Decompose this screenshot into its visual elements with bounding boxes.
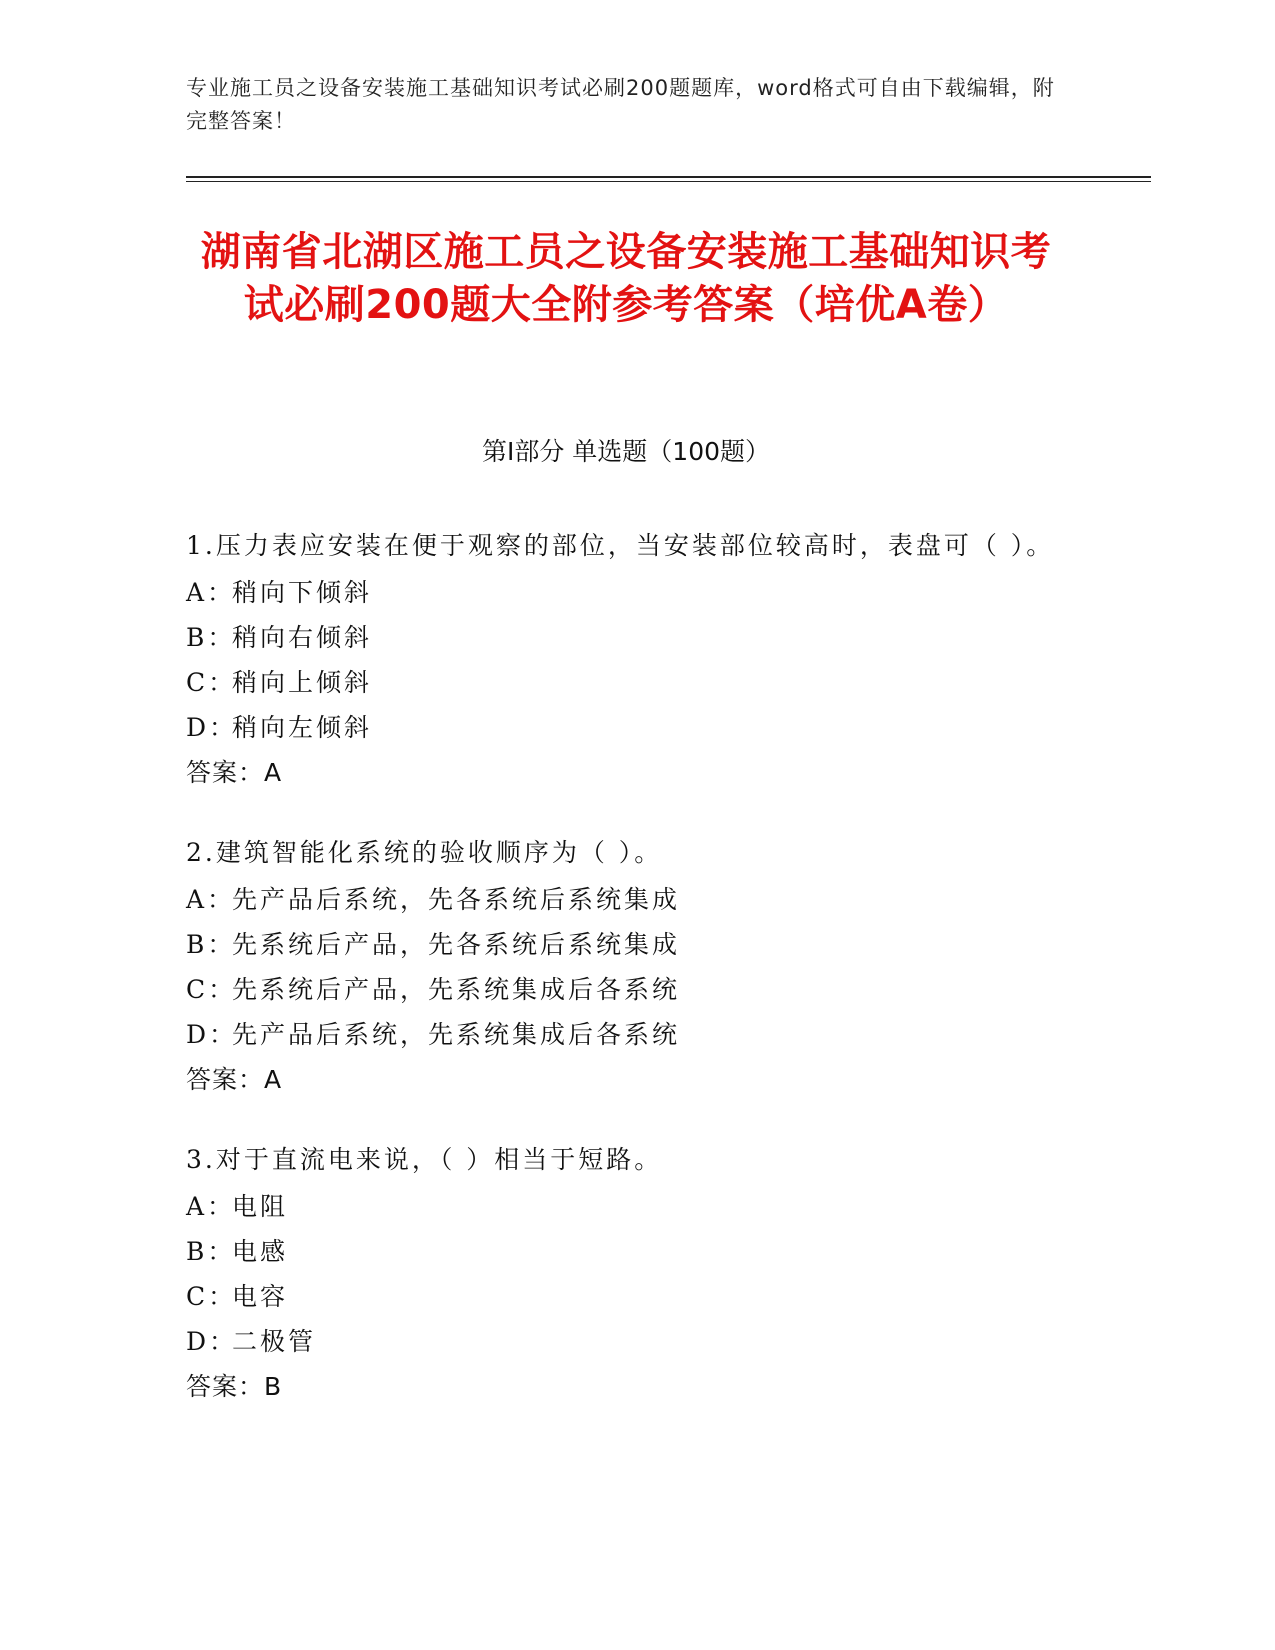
header-rule-thick: [186, 176, 1151, 178]
option-key: C：: [186, 668, 237, 697]
question-item: [186, 522, 1066, 795]
question-text: 对于直流电来说，（ ）相当于短路。: [215, 1145, 663, 1174]
answer-label: 答案：: [186, 758, 265, 787]
option-a: [186, 1184, 1066, 1229]
option-key: D：: [186, 1327, 238, 1356]
option-key: A：: [186, 578, 236, 607]
answer-line: [186, 1057, 1066, 1102]
option-key: B：: [186, 930, 236, 959]
option-d: [186, 1319, 1066, 1364]
option-key: D：: [186, 713, 238, 742]
option-a: [186, 570, 1066, 615]
option-text: 稍向右倾斜: [232, 623, 373, 652]
question-stem: [186, 522, 1066, 570]
option-a: [186, 877, 1066, 922]
answer-value: A: [264, 758, 283, 787]
question-item: [186, 1136, 1066, 1409]
question-stem: [186, 829, 1066, 877]
option-text: 稍向下倾斜: [232, 578, 373, 607]
option-d: [186, 1012, 1066, 1057]
option-key: B：: [186, 1237, 236, 1266]
question-stem: [186, 1136, 1066, 1184]
option-key: B：: [186, 623, 236, 652]
option-key: C：: [186, 975, 237, 1004]
question-item: [186, 829, 1066, 1102]
option-key: A：: [186, 1192, 236, 1221]
header-note: 专业施工员之设备安装施工基础知识考试必刷200题题库，word格式可自由下载编辑，附完整答案！: [186, 76, 1055, 133]
option-text: 先产品后系统，先系统集成后各系统: [232, 1020, 681, 1049]
option-key: C：: [186, 1282, 237, 1311]
answer-value: A: [264, 1065, 283, 1094]
option-c: [186, 1274, 1066, 1319]
answer-line: [186, 1364, 1066, 1409]
option-text: 电阻: [232, 1192, 289, 1221]
option-b: [186, 615, 1066, 660]
option-text: 电容: [232, 1282, 289, 1311]
option-c: [186, 967, 1066, 1012]
option-text: 稍向上倾斜: [232, 668, 373, 697]
question-list: [186, 522, 1066, 1443]
question-number: 2 .: [186, 838, 216, 867]
question-number: 3 .: [186, 1145, 216, 1174]
option-c: [186, 660, 1066, 705]
answer-line: [186, 750, 1066, 795]
option-text: 先产品后系统，先各系统后系统集成: [232, 885, 681, 914]
question-text: 压力表应安装在便于观察的部位，当安装部位较高时，表盘可（ ）。: [215, 531, 1055, 560]
option-b: [186, 1229, 1066, 1274]
header-rule-thin: [186, 181, 1151, 182]
option-text: 二极管: [232, 1327, 317, 1356]
option-key: A：: [186, 885, 236, 914]
option-text: 稍向左倾斜: [232, 713, 373, 742]
option-text: 电感: [232, 1237, 289, 1266]
option-b: [186, 922, 1066, 967]
answer-value: B: [264, 1372, 283, 1401]
section-title: 第I部分 单选题（100题）: [481, 437, 771, 466]
question-number: 1 .: [186, 531, 216, 560]
option-d: [186, 705, 1066, 750]
option-text: 先系统后产品，先各系统后系统集成: [232, 930, 681, 959]
question-text: 建筑智能化系统的验收顺序为（ ）。: [215, 838, 663, 867]
option-key: D：: [186, 1020, 238, 1049]
answer-label: 答案：: [186, 1372, 265, 1401]
document-title: 湖南省北湖区施工员之设备安装施工基础知识考试必刷200题大全附参考答案（培优A卷）: [200, 229, 1052, 328]
option-text: 先系统后产品，先系统集成后各系统: [232, 975, 681, 1004]
answer-label: 答案：: [186, 1065, 265, 1094]
